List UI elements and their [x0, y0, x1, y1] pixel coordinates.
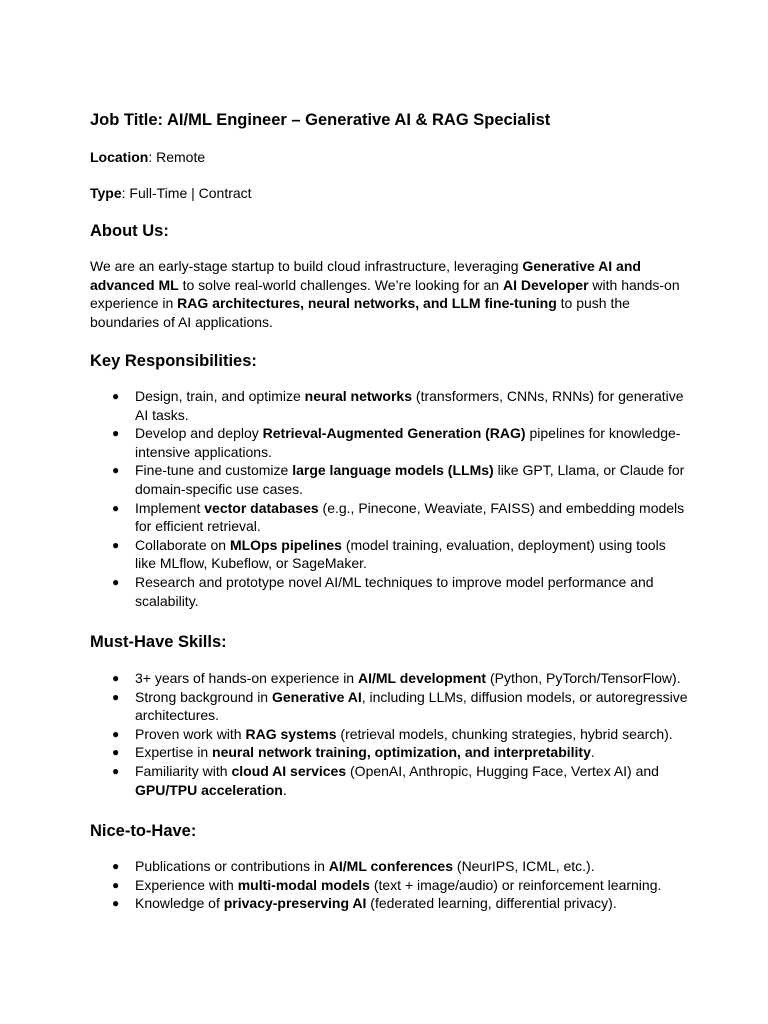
text-run: .: [282, 781, 287, 798]
text-run: , including LLMs, diffusion models, or autoregressive architectures.: [135, 688, 688, 724]
bold-text: multi-modal models: [237, 876, 370, 893]
text-run: Research and prototype novel AI/ML techniques to improve model performance and scalability.: [135, 573, 654, 609]
text-run: (NeurIPS, ICML, etc.).: [453, 858, 595, 874]
text-run: pipelines for knowledge-intensive applications.: [135, 425, 681, 460]
text-run: Proven work with: [135, 725, 246, 742]
bullet-icon: ●: [112, 763, 120, 778]
text-run: Experience with: [135, 876, 238, 893]
bold-text: Generative AI and advanced ML: [90, 258, 641, 293]
bullet-icon: ●: [112, 859, 120, 873]
type-separator: :: [121, 185, 130, 201]
skill-item: [0, 743, 690, 762]
bullet-icon: ●: [112, 745, 120, 760]
text-run: Publications or contributions in: [135, 858, 329, 874]
bold-text: RAG systems: [245, 725, 337, 742]
skills-list: [0, 669, 768, 799]
responsibilities-heading: Key Responsibilities:: [90, 352, 257, 370]
bullet-icon: ●: [112, 671, 120, 685]
job-title: Job Title: AI/ML Engineer – Generative AI & RAG Specialist: [90, 111, 551, 129]
text-run: .: [590, 744, 595, 761]
text-run: Strong background in: [135, 688, 272, 705]
bold-text: privacy-preserving AI: [223, 895, 367, 912]
bold-text: GPU/TPU acceleration: [135, 781, 283, 798]
bold-text: Retrieval-Augmented Generation (RAG): [262, 425, 526, 442]
skill-item: [0, 725, 690, 744]
nice-to-have-item: [0, 894, 690, 913]
responsibility-item: [0, 387, 690, 424]
bold-text: vector databases: [204, 499, 319, 516]
type-label: Type: [90, 185, 122, 201]
bold-text: Generative AI: [271, 688, 362, 705]
nice-to-have-list: [0, 857, 768, 913]
bullet-icon: ●: [112, 537, 120, 552]
text-run: Collaborate on: [135, 536, 230, 553]
text-run: Design, train, and optimize: [135, 388, 305, 404]
bold-text: MLOps pipelines: [229, 536, 342, 553]
text-run: (text + image/audio) or reinforcement learning.: [369, 876, 662, 893]
skill-item: [0, 688, 690, 725]
responsibility-item: [0, 573, 690, 610]
bold-text: AI/ML development: [357, 670, 487, 686]
bold-text: neural network training, optimization, and interpretability: [212, 744, 591, 761]
bullet-icon: ●: [112, 896, 120, 911]
about-heading: About Us:: [90, 222, 169, 240]
responsibility-item: [0, 424, 690, 461]
nice-to-have-heading: Nice-to-Have:: [90, 822, 197, 840]
bullet-icon: ●: [112, 426, 120, 441]
text-run: Fine-tune and customize: [135, 462, 293, 479]
location-value: Remote: [156, 149, 206, 165]
skill-item: [0, 669, 690, 688]
bullet-icon: ●: [112, 726, 120, 741]
text-run: (Python, PyTorch/TensorFlow).: [486, 670, 681, 686]
text-run: Expertise in: [135, 744, 213, 761]
skill-item: [0, 762, 690, 799]
type-value: Full-Time | Contract: [129, 185, 252, 201]
text-run: Familiarity with: [135, 762, 232, 779]
text-run: Knowledge of: [135, 895, 224, 912]
responsibility-item: [0, 536, 690, 573]
bold-text: neural networks: [304, 388, 413, 404]
text-run: like GPT, Llama, or Claude for domain-specific use cases.: [135, 462, 685, 497]
text-run: (model training, evaluation, deployment) using tools like MLflow, Kubeflow, or SageMaker.: [135, 536, 666, 572]
bold-text: RAG architectures, neural networks, and LLM fine-tuning: [177, 295, 557, 312]
text-run: We are an early-stage startup to build cloud infrastructure, leveraging: [90, 258, 523, 274]
bold-text: cloud AI services: [231, 762, 347, 779]
location-separator: :: [148, 149, 157, 165]
type-line: [90, 184, 252, 202]
text-run: (transformers, CNNs, RNNs) for generative AI tasks.: [135, 388, 684, 423]
text-run: Implement: [135, 499, 205, 516]
bullet-icon: ●: [112, 463, 120, 478]
text-run: to solve real-world challenges. We’re looking for an: [178, 276, 503, 293]
responsibilities-list: [0, 387, 768, 610]
bullet-icon: ●: [112, 500, 120, 515]
nice-to-have-item: [0, 857, 690, 876]
text-run: Develop and deploy: [135, 425, 263, 442]
text-run: (OpenAI, Anthropic, Hugging Face, Vertex AI) and: [346, 762, 659, 779]
text-run: (retrieval models, chunking strategies, hybrid search).: [336, 725, 673, 742]
text-run: with hands-on experience in: [90, 276, 680, 312]
responsibility-item: [0, 461, 690, 498]
text-run: (federated learning, differential privacy).: [366, 895, 617, 912]
bold-text: AI Developer: [502, 276, 589, 293]
bold-text: large language models (LLMs): [292, 462, 494, 479]
skills-heading: Must-Have Skills:: [90, 633, 227, 651]
location-line: [90, 148, 205, 166]
bold-text: AI/ML conferences: [328, 858, 454, 874]
text-run: 3+ years of hands-on experience in: [135, 670, 358, 686]
responsibility-item: [0, 499, 690, 536]
bullet-icon: ●: [112, 689, 120, 704]
bullet-icon: ●: [112, 877, 120, 892]
nice-to-have-item: [0, 876, 690, 895]
bullet-icon: ●: [112, 574, 120, 589]
bullet-icon: ●: [112, 389, 120, 403]
text-run: (e.g., Pinecone, Weaviate, FAISS) and embedding models for efficient retrieval.: [135, 499, 685, 535]
about-paragraph: [90, 257, 680, 331]
location-label: Location: [90, 149, 149, 165]
text-run: to push the boundaries of AI applications.: [90, 295, 630, 330]
